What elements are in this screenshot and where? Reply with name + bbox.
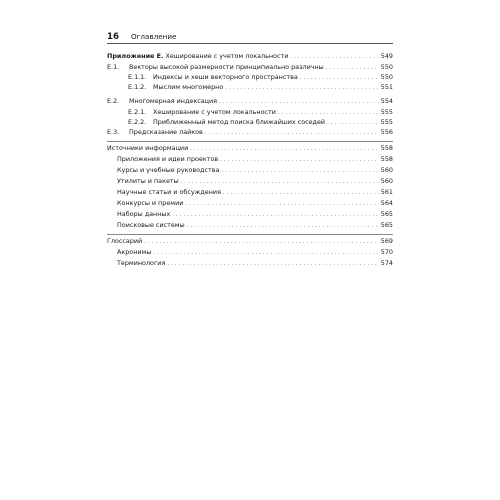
section-number: E.1.1. bbox=[128, 73, 147, 81]
toc-entry[interactable] bbox=[117, 154, 393, 164]
section-title: Конкурсы и премии bbox=[117, 199, 184, 207]
page-ref: 556 bbox=[380, 128, 393, 136]
page-ref: 561 bbox=[380, 188, 393, 196]
toc-entry[interactable] bbox=[117, 220, 393, 230]
dot-leader bbox=[167, 258, 378, 268]
dot-leader bbox=[223, 187, 379, 197]
running-title: Оглавление bbox=[131, 32, 177, 41]
section-number: E.2.2. bbox=[128, 118, 147, 126]
section-number: E.1.2. bbox=[128, 83, 147, 91]
section-title: Индексы и хеши векторного пространства bbox=[153, 73, 298, 81]
section-number: E.2. bbox=[107, 97, 120, 105]
page-ref: 569 bbox=[380, 237, 393, 245]
section-title: Курсы и учебные руководства bbox=[117, 166, 220, 174]
toc-entry[interactable] bbox=[117, 209, 393, 219]
chapter-title: Источники информации bbox=[107, 144, 189, 152]
section-title: Утилиты и пакеты bbox=[117, 177, 179, 185]
dot-leader bbox=[185, 198, 378, 208]
section-title: Терминология bbox=[117, 259, 166, 267]
appendix-label: Приложение Е. bbox=[107, 52, 164, 60]
section-rule bbox=[107, 234, 393, 235]
page-ref: 564 bbox=[380, 199, 393, 207]
page-ref: 550 bbox=[380, 73, 393, 81]
toc-entry[interactable] bbox=[117, 247, 393, 257]
toc-entry[interactable] bbox=[107, 127, 393, 137]
section-rule bbox=[107, 141, 393, 142]
page-number: 16 bbox=[107, 32, 119, 42]
page-ref: 555 bbox=[380, 108, 393, 116]
chapter-title: Глоссарий bbox=[107, 237, 143, 245]
appendix-title: Хеширование с учетом локальности bbox=[165, 52, 289, 60]
section-title: Наборы данных bbox=[117, 210, 171, 218]
page-ref: 551 bbox=[380, 83, 393, 91]
running-head bbox=[107, 30, 393, 44]
dot-leader bbox=[327, 117, 379, 127]
section-title: Векторы высокой размерности принципиально различны bbox=[129, 63, 324, 71]
page-ref: 558 bbox=[380, 144, 393, 152]
toc-entry-glossary[interactable] bbox=[107, 236, 393, 246]
page-ref: 574 bbox=[380, 259, 393, 267]
section-number: E.2.1. bbox=[128, 108, 147, 116]
dot-leader bbox=[153, 247, 378, 257]
toc-entry[interactable] bbox=[128, 72, 393, 82]
page-ref: 549 bbox=[380, 52, 393, 60]
toc-entry[interactable] bbox=[117, 187, 393, 197]
section-number: E.1. bbox=[107, 63, 120, 71]
section-title: Многомерная индексация bbox=[129, 97, 217, 105]
dot-leader bbox=[326, 62, 379, 72]
header-rule bbox=[107, 43, 393, 44]
section-title: Мыслим многомерно bbox=[153, 83, 224, 91]
toc-entry[interactable] bbox=[117, 258, 393, 268]
page-ref: 565 bbox=[380, 221, 393, 229]
toc-entry[interactable] bbox=[107, 96, 393, 106]
toc-entry-appendix-e[interactable] bbox=[107, 51, 393, 61]
page-ref: 555 bbox=[380, 118, 393, 126]
dot-leader bbox=[300, 72, 379, 82]
dot-leader bbox=[220, 154, 379, 164]
dot-leader bbox=[205, 127, 379, 137]
section-number: E.3. bbox=[107, 128, 120, 136]
page-ref: 558 bbox=[380, 155, 393, 163]
dot-leader bbox=[290, 51, 378, 61]
section-title: Акронимы bbox=[117, 248, 152, 256]
dot-leader bbox=[190, 143, 379, 153]
dot-leader bbox=[225, 82, 379, 92]
section-title: Приближенный метод поиска ближайших соседей bbox=[153, 118, 326, 126]
toc-entry[interactable] bbox=[117, 176, 393, 186]
page-ref: 570 bbox=[380, 248, 393, 256]
toc-entry[interactable] bbox=[128, 82, 393, 92]
section-title: Поисковые системы bbox=[117, 221, 185, 229]
section-title: Научные статьи и обсуждения bbox=[117, 188, 221, 196]
section-title: Хеширование с учетом локальности bbox=[153, 108, 276, 116]
toc-entry[interactable] bbox=[117, 165, 393, 175]
page-ref: 560 bbox=[380, 166, 393, 174]
page-ref: 565 bbox=[380, 210, 393, 218]
dot-leader bbox=[221, 165, 378, 175]
toc-entry[interactable] bbox=[117, 198, 393, 208]
dot-leader bbox=[187, 220, 379, 230]
toc-entry[interactable] bbox=[128, 107, 393, 117]
page-ref: 550 bbox=[380, 63, 393, 71]
page-ref: 554 bbox=[380, 97, 393, 105]
toc-entry[interactable] bbox=[107, 62, 393, 72]
section-title: Приложения и идеи проектов bbox=[117, 155, 219, 163]
dot-leader bbox=[144, 236, 379, 246]
dot-leader bbox=[172, 209, 379, 219]
dot-leader bbox=[219, 96, 379, 106]
toc-entry-sources[interactable] bbox=[107, 143, 393, 153]
section-title: Предсказание лайков bbox=[129, 128, 203, 136]
page-ref: 560 bbox=[380, 177, 393, 185]
toc-entry[interactable] bbox=[128, 117, 393, 127]
dot-leader bbox=[278, 107, 379, 117]
dot-leader bbox=[181, 176, 379, 186]
